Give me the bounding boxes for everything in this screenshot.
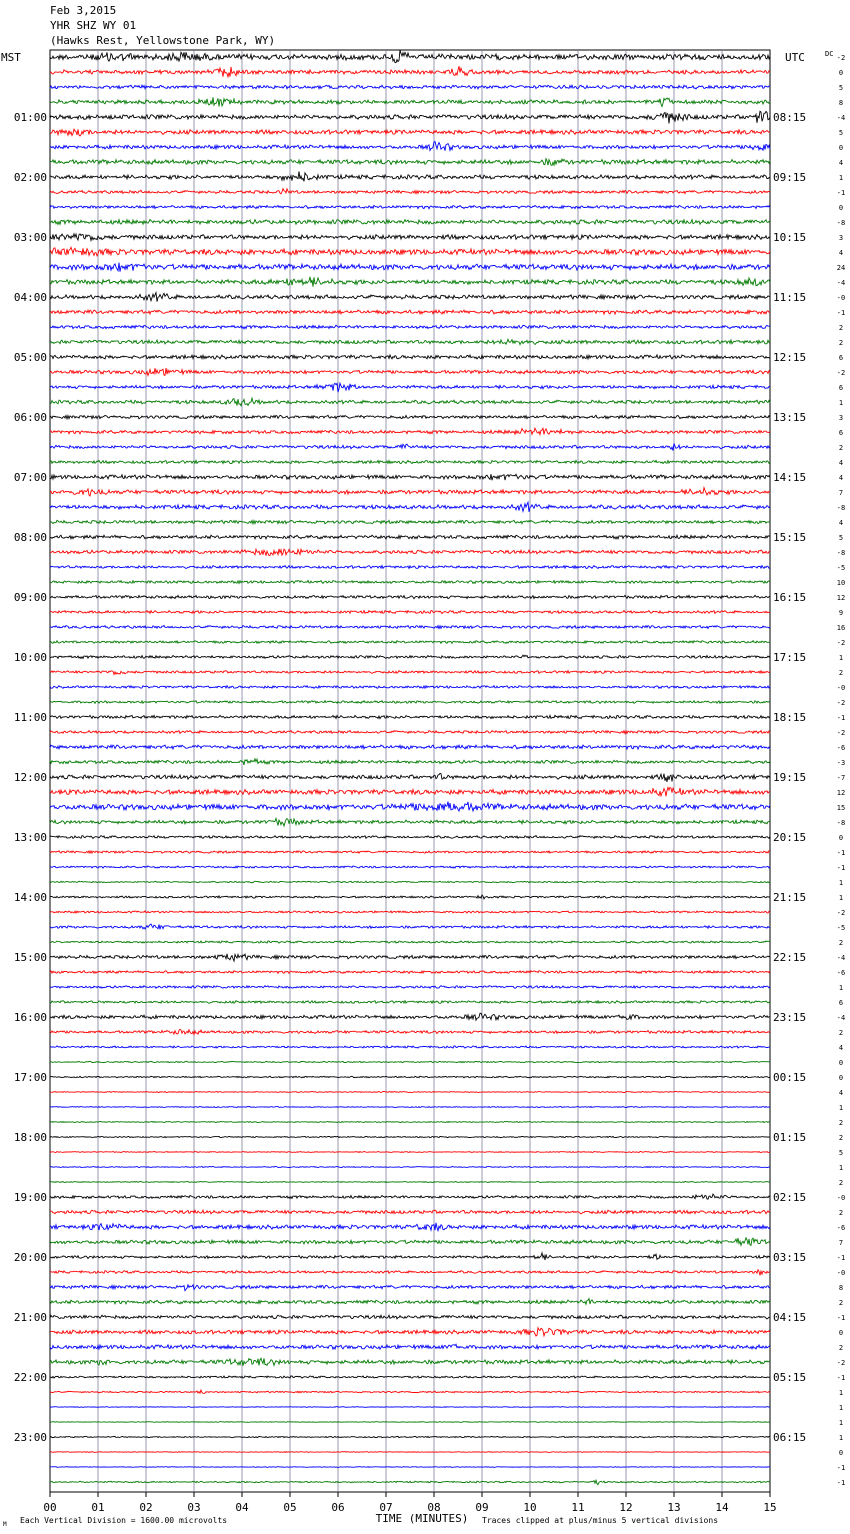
- dc-offset-label: -2: [836, 729, 846, 737]
- mst-hour-label: 20:00: [13, 1251, 47, 1264]
- x-tick-label: 00: [43, 1501, 57, 1514]
- dc-offset-label: 0: [838, 144, 844, 152]
- dc-offset-label: 0: [838, 1329, 844, 1337]
- dc-offset-label: -5: [836, 564, 846, 572]
- dc-offset-label: 3: [838, 234, 844, 242]
- utc-hour-label: 14:15: [773, 471, 807, 484]
- dc-offset-label: 2: [838, 1029, 844, 1037]
- x-tick-label: 07: [379, 1501, 393, 1514]
- dc-offset-label: 4: [838, 1089, 844, 1097]
- dc-offset-label: 6: [838, 429, 844, 437]
- dc-offset-label: -6: [836, 744, 846, 752]
- dc-offset-label: 2: [838, 939, 844, 947]
- dc-offset-label: 0: [838, 204, 844, 212]
- dc-offset-label: 5: [838, 534, 844, 542]
- x-tick-label: 06: [331, 1501, 345, 1514]
- utc-hour-label: 02:15: [773, 1191, 807, 1204]
- station-location: (Hawks Rest, Yellowstone Park, WY): [50, 34, 276, 47]
- x-tick-label: 08: [427, 1501, 441, 1514]
- utc-hour-label: 13:15: [773, 411, 807, 424]
- scale-note: Each Vertical Division = 1600.00 microvolts: [20, 1516, 228, 1525]
- dc-offset-label: -6: [836, 1224, 846, 1232]
- dc-offset-label: 2: [838, 1134, 844, 1142]
- x-tick-label: 10: [523, 1501, 537, 1514]
- mst-hour-label: 09:00: [13, 591, 47, 604]
- x-tick-label: 05: [283, 1501, 297, 1514]
- dc-offset-label: 7: [838, 1239, 844, 1247]
- dc-offset-label: 1: [838, 1164, 844, 1172]
- dc-offset-label: 15: [836, 804, 846, 812]
- dc-offset-label: -1: [836, 309, 846, 317]
- dc-offset-label: -1: [836, 1464, 846, 1472]
- dc-offset-label: 6: [838, 999, 844, 1007]
- dc-offset-label: -1: [836, 1479, 846, 1487]
- dc-offset-label: 1: [838, 984, 844, 992]
- mst-hour-label: 08:00: [13, 531, 47, 544]
- x-tick-label: 11: [571, 1501, 585, 1514]
- dc-offset-label: -1: [836, 1254, 846, 1262]
- dc-offset-label: 7: [838, 489, 844, 497]
- mst-hour-label: 14:00: [13, 891, 47, 904]
- utc-hour-label: 10:15: [773, 231, 807, 244]
- dc-offset-label: 2: [838, 1209, 844, 1217]
- dc-offset-label: -2: [836, 54, 846, 62]
- dc-offset-label: -2: [836, 369, 846, 377]
- dc-offset-label: 6: [838, 354, 844, 362]
- dc-offset-label: -8: [836, 819, 846, 827]
- dc-offset-label: 0: [838, 834, 844, 842]
- mst-hour-label: 04:00: [13, 291, 47, 304]
- dc-offset-label: 1: [838, 1389, 844, 1397]
- dc-offset-label: 12: [836, 789, 846, 797]
- dc-offset-label: -4: [836, 279, 846, 287]
- x-tick-label: 09: [475, 1501, 489, 1514]
- x-tick-label: 04: [235, 1501, 249, 1514]
- utc-hour-label: 05:15: [773, 1371, 807, 1384]
- mst-hour-label: 13:00: [13, 831, 47, 844]
- mst-hour-label: 12:00: [13, 771, 47, 784]
- dc-offset-label: 10: [836, 579, 846, 587]
- utc-hour-label: 08:15: [773, 111, 807, 124]
- x-tick-label: 03: [187, 1501, 201, 1514]
- utc-hour-label: 17:15: [773, 651, 807, 664]
- trace-line: [50, 1422, 770, 1423]
- mst-hour-label: 10:00: [13, 651, 47, 664]
- dc-offset-label: 5: [838, 84, 844, 92]
- mst-hour-label: 17:00: [13, 1071, 47, 1084]
- dc-offset-label: 0: [838, 1449, 844, 1457]
- dc-offset-label: 1: [838, 1104, 844, 1112]
- mst-hour-label: 15:00: [13, 951, 47, 964]
- dc-offset-label: -8: [836, 504, 846, 512]
- mst-hour-label: 02:00: [13, 171, 47, 184]
- dc-offset-label: -1: [836, 1374, 846, 1382]
- utc-hour-label: 01:15: [773, 1131, 807, 1144]
- x-tick-label: 14: [715, 1501, 729, 1514]
- utc-hour-label: 06:15: [773, 1431, 807, 1444]
- dc-offset-label: 4: [838, 459, 844, 467]
- clip-note: Traces clipped at plus/minus 5 vertical divisions: [482, 1516, 719, 1525]
- utc-hour-label: 16:15: [773, 591, 807, 604]
- dc-offset-label: -4: [836, 1014, 846, 1022]
- dc-offset-label: 4: [838, 474, 844, 482]
- mst-hour-label: 18:00: [13, 1131, 47, 1144]
- chart-date: Feb 3,2015: [50, 4, 117, 17]
- dc-offset-label: 0: [838, 69, 844, 77]
- mst-hour-label: 03:00: [13, 231, 47, 244]
- utc-hour-label: 12:15: [773, 351, 807, 364]
- mst-axis-title: MST: [1, 51, 21, 64]
- dc-offset-label: -2: [836, 909, 846, 917]
- utc-hour-label: 21:15: [773, 891, 807, 904]
- dc-offset-label: -6: [836, 969, 846, 977]
- dc-offset-label: 2: [838, 444, 844, 452]
- dc-offset-label: 8: [838, 1284, 844, 1292]
- utc-hour-label: 23:15: [773, 1011, 807, 1024]
- dc-offset-label: -5: [836, 924, 846, 932]
- mst-hour-label: 07:00: [13, 471, 47, 484]
- utc-axis-title: UTC: [785, 51, 805, 64]
- mst-hour-label: 06:00: [13, 411, 47, 424]
- corner-mark: M: [3, 1521, 7, 1528]
- dc-offset-label: 4: [838, 159, 844, 167]
- dc-offset-label: -1: [836, 189, 846, 197]
- dc-offset-label: -8: [836, 219, 846, 227]
- mst-hour-label: 01:00: [13, 111, 47, 124]
- dc-offset-label: 1: [838, 174, 844, 182]
- utc-hour-label: 03:15: [773, 1251, 807, 1264]
- mst-hour-label: 19:00: [13, 1191, 47, 1204]
- dc-offset-label: 4: [838, 519, 844, 527]
- dc-offset-label: 16: [836, 624, 846, 632]
- utc-hour-label: 00:15: [773, 1071, 807, 1084]
- x-tick-label: 12: [619, 1501, 633, 1514]
- mst-hour-label: 21:00: [13, 1311, 47, 1324]
- dc-column-title: DC: [825, 50, 834, 58]
- utc-hour-label: 18:15: [773, 711, 807, 724]
- dc-offset-label: -7: [836, 774, 846, 782]
- dc-offset-label: 1: [838, 1419, 844, 1427]
- dc-offset-label: 4: [838, 1044, 844, 1052]
- mst-hour-label: 16:00: [13, 1011, 47, 1024]
- mst-hour-label: 11:00: [13, 711, 47, 724]
- utc-hour-label: 15:15: [773, 531, 807, 544]
- dc-offset-label: 2: [838, 1344, 844, 1352]
- dc-offset-label: 1: [838, 399, 844, 407]
- dc-offset-label: 9: [838, 609, 844, 617]
- dc-offset-label: 2: [838, 1119, 844, 1127]
- dc-offset-label: 2: [838, 1299, 844, 1307]
- dc-offset-label: -0: [836, 1194, 846, 1202]
- x-tick-label: 15: [763, 1501, 777, 1514]
- dc-offset-label: 2: [838, 669, 844, 677]
- dc-offset-label: 5: [838, 1149, 844, 1157]
- dc-offset-label: -4: [836, 114, 846, 122]
- mst-hour-label: 05:00: [13, 351, 47, 364]
- utc-hour-label: 11:15: [773, 291, 807, 304]
- mst-hour-label: 23:00: [13, 1431, 47, 1444]
- dc-offset-label: -1: [836, 1314, 846, 1322]
- dc-offset-label: -8: [836, 549, 846, 557]
- dc-offset-label: -4: [836, 954, 846, 962]
- dc-offset-label: -2: [836, 699, 846, 707]
- dc-offset-label: -3: [836, 759, 846, 767]
- dc-offset-label: 2: [838, 324, 844, 332]
- dc-offset-label: 6: [838, 384, 844, 392]
- dc-offset-label: 2: [838, 339, 844, 347]
- dc-offset-label: 1: [838, 894, 844, 902]
- dc-offset-label: 3: [838, 414, 844, 422]
- station-id: YHR SHZ WY 01: [50, 19, 137, 32]
- dc-offset-label: 8: [838, 99, 844, 107]
- dc-offset-label: 4: [838, 249, 844, 257]
- dc-offset-label: -1: [836, 864, 846, 872]
- dc-offset-label: 1: [838, 879, 844, 887]
- dc-offset-label: -2: [836, 639, 846, 647]
- dc-offset-label: -0: [836, 684, 846, 692]
- utc-hour-label: 04:15: [773, 1311, 807, 1324]
- utc-hour-label: 19:15: [773, 771, 807, 784]
- dc-offset-label: 5: [838, 129, 844, 137]
- utc-hour-label: 22:15: [773, 951, 807, 964]
- x-axis-title: TIME (MINUTES): [375, 1512, 469, 1525]
- x-tick-label: 13: [667, 1501, 681, 1514]
- dc-offset-label: 24: [836, 264, 846, 272]
- dc-offset-label: -0: [836, 294, 846, 302]
- dc-offset-label: -1: [836, 714, 846, 722]
- dc-offset-label: 0: [838, 1059, 844, 1067]
- dc-offset-label: 2: [838, 1179, 844, 1187]
- mst-hour-label: 22:00: [13, 1371, 47, 1384]
- dc-offset-label: 1: [838, 1404, 844, 1412]
- dc-offset-label: 0: [838, 1074, 844, 1082]
- dc-offset-label: -1: [836, 849, 846, 857]
- dc-offset-label: 1: [838, 1434, 844, 1442]
- dc-offset-label: -2: [836, 1359, 846, 1367]
- utc-hour-label: 20:15: [773, 831, 807, 844]
- dc-offset-label: 12: [836, 594, 846, 602]
- utc-hour-label: 09:15: [773, 171, 807, 184]
- dc-offset-label: 1: [838, 654, 844, 662]
- x-tick-label: 01: [91, 1501, 105, 1514]
- dc-offset-label: -0: [836, 1269, 846, 1277]
- x-tick-label: 02: [139, 1501, 153, 1514]
